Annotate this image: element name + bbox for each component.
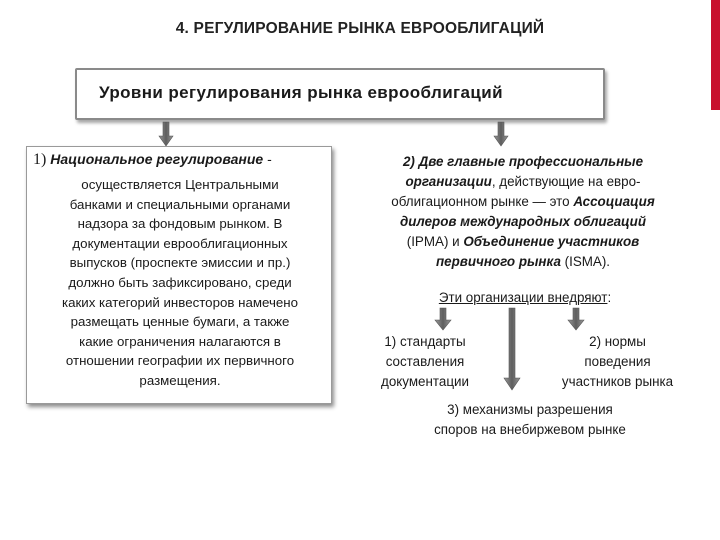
- organizations-line6-bold: первичного рынка: [435, 254, 561, 269]
- national-line: осуществляется Центральными: [81, 177, 279, 192]
- organizations-line6-rest: (ISMA).: [560, 254, 611, 269]
- item-line: участников рынка: [561, 374, 674, 389]
- organizations-line5-bold: Объединение участников: [463, 234, 640, 249]
- item-norms: [545, 332, 690, 392]
- organizations-line3-rest: облигационном рынке — это: [391, 194, 574, 209]
- arrow-to-norms: [568, 308, 584, 330]
- national-line: банками и специальными органами: [69, 196, 291, 212]
- implement-intro-colon: :: [607, 290, 612, 305]
- item-line: 1) стандарты: [384, 334, 466, 349]
- organizations-line5-rest: (IPMA) и: [406, 234, 464, 249]
- national-title: Национальное регулирование: [50, 151, 264, 167]
- implement-intro-underlined: Эти организации внедряют: [438, 290, 608, 305]
- implement-intro: [390, 290, 660, 305]
- national-line: каких категорий инвесторов намечено: [61, 294, 299, 310]
- item-line: 2) нормы: [589, 334, 646, 349]
- item-line: поведения: [584, 354, 651, 369]
- arrow-to-organizations: [494, 122, 508, 146]
- national-line: какие ограничения налагаются в: [79, 333, 281, 349]
- item-line: составления: [385, 354, 465, 369]
- organizations-line4-bold: дилеров международных облигаций: [399, 214, 647, 229]
- item-standards: [360, 332, 490, 392]
- arrow-to-standards: [435, 308, 451, 330]
- slide-title: 4. РЕГУЛИРОВАНИЕ РЫНКА ЕВРООБЛИГАЦИЙ: [175, 20, 545, 37]
- national-line: документации еврооблигационных: [72, 235, 288, 251]
- national-line: размещать ценные бумаги, а также: [70, 314, 290, 330]
- national-dash: -: [263, 151, 272, 167]
- item-line: документации: [381, 374, 469, 389]
- national-line: должно быть зафиксировано, среди: [68, 274, 292, 290]
- item-line: 3) механизмы разрешения: [447, 402, 613, 417]
- organizations-line2-rest: , действующие на евро-: [491, 174, 641, 189]
- regulation-levels-label: Уровни регулирования рынка еврооблигаций: [99, 83, 503, 102]
- arrow-to-national: [159, 122, 173, 146]
- national-line: размещения.: [139, 372, 221, 388]
- organizations-line2-bold: организации: [405, 174, 492, 189]
- item-line: споров на внебиржевом рынке: [434, 422, 626, 437]
- national-line: отношении географии их первичного: [65, 353, 295, 369]
- national-line: выпусков (проспекте эмиссии и пр.): [69, 255, 291, 271]
- organizations-line3-bold: Ассоциация: [573, 194, 655, 209]
- national-regulation-box: [26, 146, 332, 404]
- arrow-to-mechanisms: [504, 308, 520, 390]
- organizations-line1: 2) Две главные профессиональные: [402, 154, 644, 169]
- organizations-text: [358, 152, 688, 272]
- national-line: надзора за фондовым рынком. В: [77, 216, 283, 232]
- item-mechanisms: [395, 400, 665, 440]
- national-regulation-heading: [33, 151, 327, 169]
- national-regulation-text: [31, 175, 329, 391]
- national-number: 1): [33, 151, 47, 168]
